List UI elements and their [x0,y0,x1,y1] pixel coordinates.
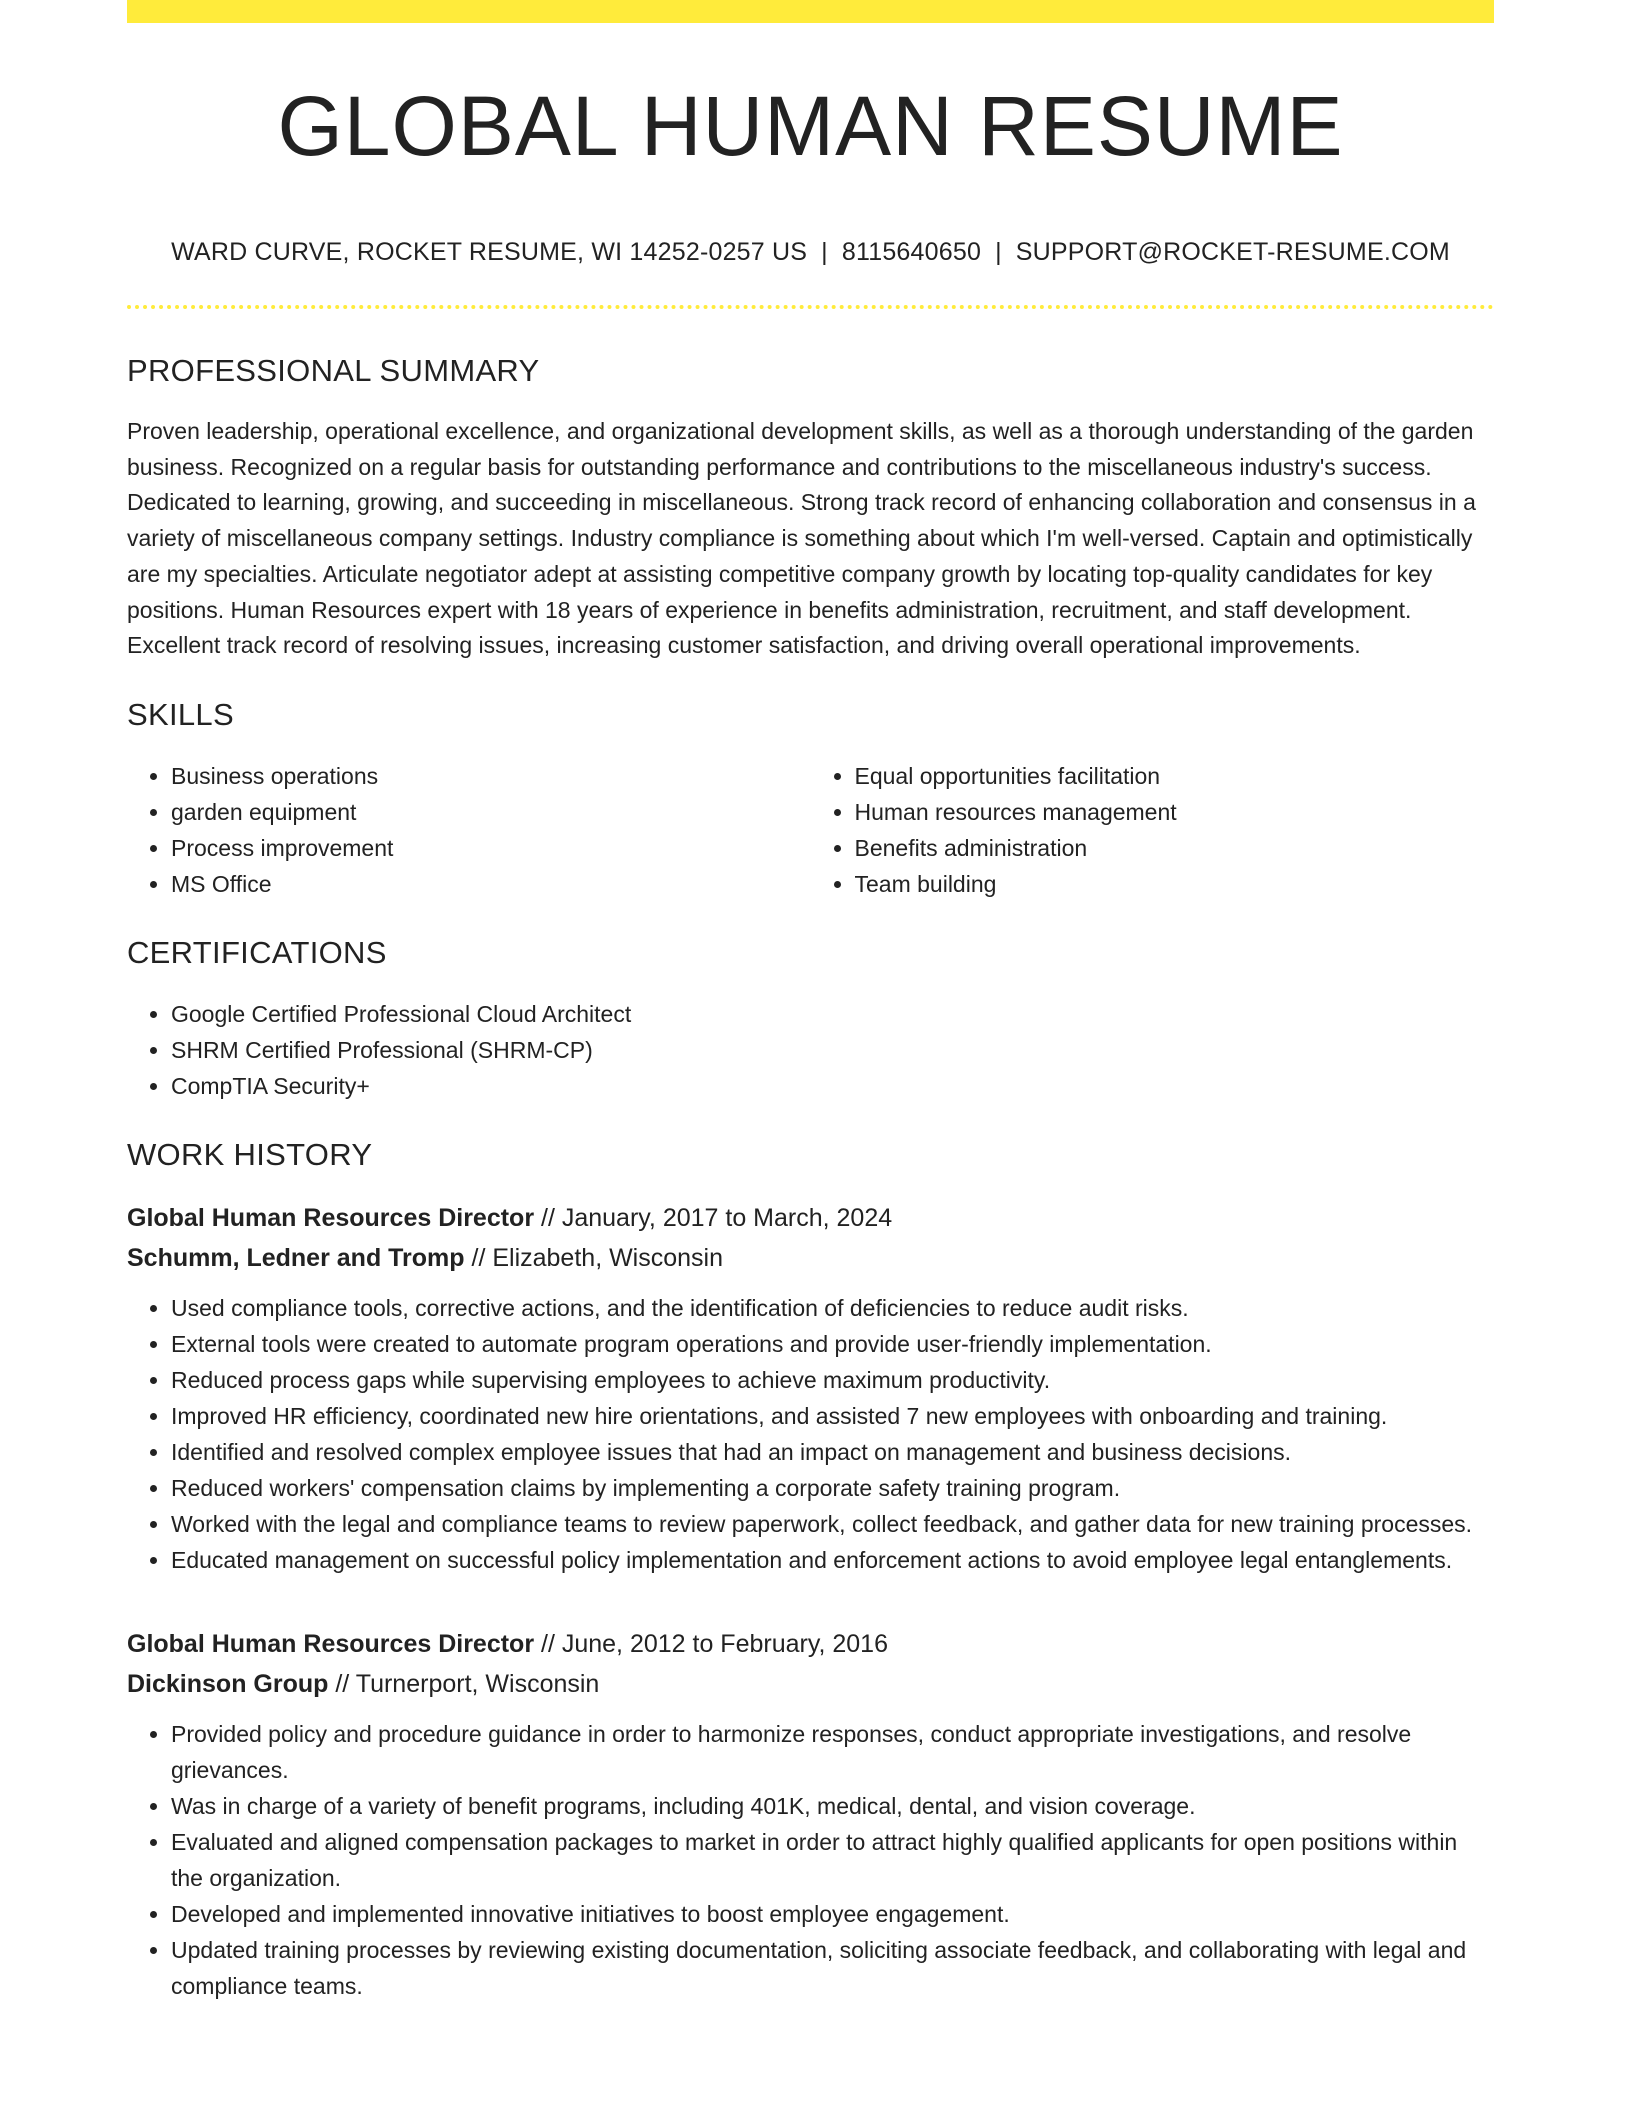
certifications-heading: CERTIFICATIONS [127,934,387,970]
resume-name: GLOBAL HUMAN RESUME [277,79,1344,173]
job-entry [127,1624,1494,2004]
contact-address: WARD CURVE, ROCKET RESUME, WI 14252-0257 US [171,238,808,266]
resume-body [127,353,1494,2004]
job-bullets [127,1716,1494,2004]
job-bullet: • Provided policy and procedure guidance in order to harmonize responses, conduct appropriate investigations, and resolve grievances. [171,1716,1494,1788]
job-bullet: • Updated training processes by reviewing existing documentation, soliciting associate feedback, and collaborating with legal and compliance teams. [171,1932,1494,2004]
job-location: // Elizabeth, Wisconsin [464,1243,723,1272]
skill-item: • MS Office [171,866,811,902]
header-divider [127,305,1494,309]
skills-list-right [811,758,1495,902]
skill-item: • Equal opportunities facilitation [855,758,1495,794]
skill-item: • Benefits administration [855,830,1495,866]
job-bullet: • Developed and implemented innovative initiatives to boost employee engagement. [171,1896,1494,1932]
job-bullet: • Used compliance tools, corrective actions, and the identification of deficiencies to reduce audit risks. [171,1290,1494,1326]
contact-separator: | [995,238,1002,266]
work-history-section [127,1137,1494,2004]
skills-grid [127,758,1494,902]
top-accent-bar [127,0,1494,23]
contact-separator: | [821,238,828,266]
skill-item: • Business operations [171,758,811,794]
certification-item: • Google Certified Professional Cloud Architect [171,996,1494,1032]
job-dates: // June, 2012 to February, 2016 [534,1629,888,1658]
job-bullet: • Improved HR efficiency, coordinated new hire orientations, and assisted 7 new employees with onboarding and training. [171,1398,1494,1434]
skill-item: • Team building [855,866,1495,902]
certifications-list [127,996,1494,1104]
job-location: // Turnerport, Wisconsin [328,1669,600,1698]
work-history-heading: WORK HISTORY [127,1136,373,1172]
job-company: Schumm, Ledner and Tromp [127,1243,465,1272]
job-entry [127,1198,1494,1578]
skill-item: • Process improvement [171,830,811,866]
certification-item: • CompTIA Security+ [171,1068,1494,1104]
job-bullet: • Reduced workers' compensation claims by implementing a corporate safety training program. [171,1470,1494,1506]
job-bullet: • Worked with the legal and compliance teams to review paperwork, collect feedback, and gather data for new training processes. [171,1506,1494,1542]
certification-item: • SHRM Certified Professional (SHRM-CP) [171,1032,1494,1068]
job-bullet: • External tools were created to automate program operations and provide user-friendly implementation. [171,1326,1494,1362]
skills-heading: SKILLS [127,696,234,732]
skill-item: • Human resources management [855,794,1495,830]
job-company: Dickinson Group [127,1669,329,1698]
contact-phone: 8115640650 [841,238,982,266]
job-company-line [127,1664,1494,1704]
job-title: Global Human Resources Director [127,1203,535,1232]
summary-section [127,353,1494,664]
job-bullet: • Reduced process gaps while supervising employees to achieve maximum productivity. [171,1362,1494,1398]
skill-item: • garden equipment [171,794,811,830]
job-bullet: • Identified and resolved complex employee issues that had an impact on management and business decisions. [171,1434,1494,1470]
job-bullet: • Evaluated and aligned compensation packages to market in order to attract highly qualified applicants for open positions within the organization. [171,1824,1494,1896]
job-title-line [127,1198,1494,1238]
job-company-line [127,1238,1494,1278]
job-bullet: • Educated management on successful policy implementation and enforcement actions to avoid employee legal entanglements. [171,1542,1494,1578]
summary-text: Proven leadership, operational excellence, and organizational development skills, as well as a thorough understanding of the garden business. Recognized on a regular basis for outstanding performance and contributions to the miscellaneous industry's success. Dedicated to learning, growing, and succeeding in miscellaneous. Strong track record of enhancing collaboration and consensus in a variety of miscellaneous company settings. Industry compliance is something about which I'm well-versed. Captain and optimistically are my specialties. Articulate negotiator adept at assisting competitive company growth by locating top-quality candidates for key positions. Human Resources expert with 18 years of experience in benefits administration, recruitment, and staff development. Excellent track record of resolving issues, increasing customer satisfaction, and driving overall operational improvements. [127,418,1476,659]
certifications-section [127,935,1494,1104]
skills-section [127,697,1494,902]
contact-email: SUPPORT@ROCKET-RESUME.COM [1015,238,1450,266]
summary-heading: PROFESSIONAL SUMMARY [127,353,540,388]
job-bullet: • Was in charge of a variety of benefit programs, including 401K, medical, dental, and vision coverage. [171,1788,1494,1824]
contact-line [127,238,1494,267]
skills-list-left [127,758,811,902]
job-dates: // January, 2017 to March, 2024 [534,1203,893,1232]
job-title: Global Human Resources Director [127,1629,535,1658]
job-title-line [127,1624,1494,1664]
job-bullets [127,1290,1494,1578]
